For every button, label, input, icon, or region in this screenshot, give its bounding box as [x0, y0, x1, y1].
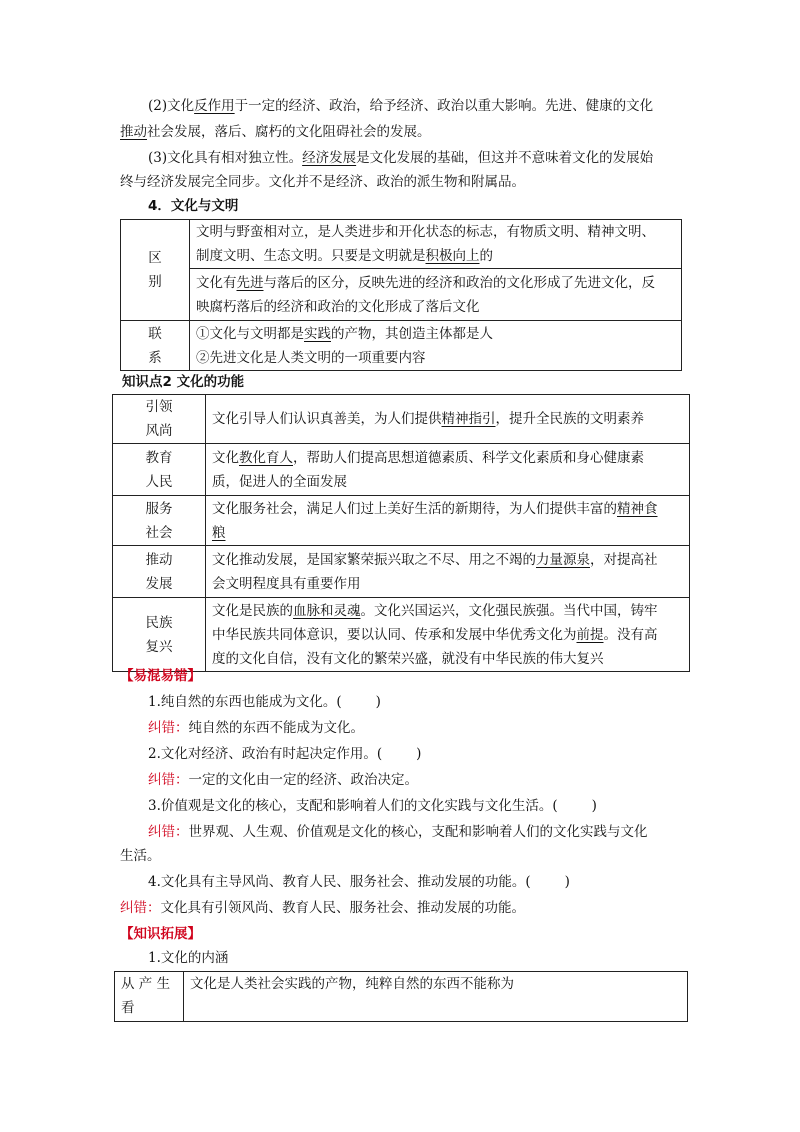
- difference-culture-cell: 文化有先进与落后的区分，反映先进的经济和政治的文化形成了先进文化，反 映腐朽落后的经济和政治的文化形成了落后文化: [190, 269, 682, 321]
- section-4-heading: 4．文化与文明: [148, 198, 239, 214]
- table-row: [113, 395, 690, 444]
- table-row: [113, 496, 690, 546]
- row-label: 服务 社会: [113, 496, 206, 546]
- row-label: 引领 风尚: [113, 395, 206, 444]
- correction-2: 纠错：一定的文化由一定的经济、政治决定。: [148, 772, 418, 788]
- table-row: [113, 598, 690, 672]
- culture-connotation-table: [114, 971, 688, 1022]
- quiz-item-1: 1.纯自然的东西也能成为文化。( ): [148, 694, 381, 710]
- para-2-line2: 推动社会发展，落后、腐朽的文化阻碍社会的发展。: [120, 124, 431, 140]
- row-text: 文化教化育人，帮助人们提高思想道德素质、科学文化素质和身心健康素 质，促进人的全面发展: [206, 444, 690, 496]
- knowledge-point-2-heading: 知识点2 文化的功能: [122, 374, 245, 390]
- row-text: 文化引导人们认识真善美，为人们提供精神指引，提升全民族的文明素养: [206, 395, 690, 444]
- correction-3: 纠错：世界观、人生观、价值观是文化的核心，支配和影响着人们的文化实践与文化: [148, 824, 648, 840]
- correction-3-cont: 生活。: [120, 848, 161, 864]
- quiz-item-3: 3.价值观是文化的核心，支配和影响着人们的文化实践与文化生活。( ): [148, 798, 597, 814]
- table-row: [113, 444, 690, 496]
- extension-subheading: 1.文化的内涵: [148, 950, 229, 966]
- row-label: 教育 人民: [113, 444, 206, 496]
- label-connection: 联 系: [121, 321, 190, 371]
- para-2-line1: (2)文化反作用于一定的经济、政治，给予经济、政治以重大影响。先进、健康的文化: [148, 98, 654, 114]
- row-text: 文化推动发展，是国家繁荣振兴取之不尽、用之不竭的力量源泉，对提高社 会文明程度具有重要作用: [206, 546, 690, 598]
- quiz-item-4: 4.文化具有主导风尚、教育人民、服务社会、推动发展的功能。( ): [148, 874, 570, 890]
- para-3-line2: 终与经济发展完全同步。文化并不是经济、政治的派生物和附属品。: [120, 174, 525, 190]
- table-row: [113, 546, 690, 598]
- row-label: 从 产 生 看: [115, 972, 184, 1022]
- row-label: 推动 发展: [113, 546, 206, 598]
- difference-civilization-cell: 文明与野蛮相对立，是人类进步和开化状态的标志，有物质文明、精神文明、 制度文明、生态文明。只要是文明就是积极向上的: [190, 220, 682, 269]
- connection-cell: ①文化与文明都是实践的产物，其创造主体都是人 ②先进文化是人类文明的一项重要内容: [190, 321, 682, 371]
- label-difference: 区 别: [121, 220, 190, 321]
- knowledge-extension-heading: 【知识拓展】: [120, 926, 201, 942]
- quiz-item-2: 2.文化对经济、政治有时起决定作用。( ): [148, 746, 422, 762]
- row-text: 文化是人类社会实践的产物，纯粹自然的东西不能称为: [184, 972, 688, 1022]
- culture-civilization-table: [120, 219, 682, 371]
- correction-4: 纠错：文化具有引领风尚、教育人民、服务社会、推动发展的功能。: [120, 900, 525, 916]
- correction-1: 纠错：纯自然的东西不能成为文化。: [148, 720, 364, 736]
- row-label: 民族 复兴: [113, 598, 206, 672]
- easy-confuse-heading: 【易混易错】: [120, 668, 201, 684]
- row-text: 文化服务社会，满足人们过上美好生活的新期待，为人们提供丰富的精神食 粮: [206, 496, 690, 546]
- para-3-line1: (3)文化具有相对独立性。经济发展是文化发展的基础，但这并不意味着文化的发展始: [148, 150, 654, 166]
- culture-functions-table: [112, 394, 690, 672]
- row-text: 文化是民族的血脉和灵魂。文化兴国运兴，文化强民族强。当代中国，铸牢 中华民族共同体意识，要以认同、传承和发展中华优秀文化为前提。没有高 度的文化自信，没有文化的繁荣兴盛，就没有中华民族的伟大复兴: [206, 598, 690, 672]
- table-row: [115, 972, 688, 1022]
